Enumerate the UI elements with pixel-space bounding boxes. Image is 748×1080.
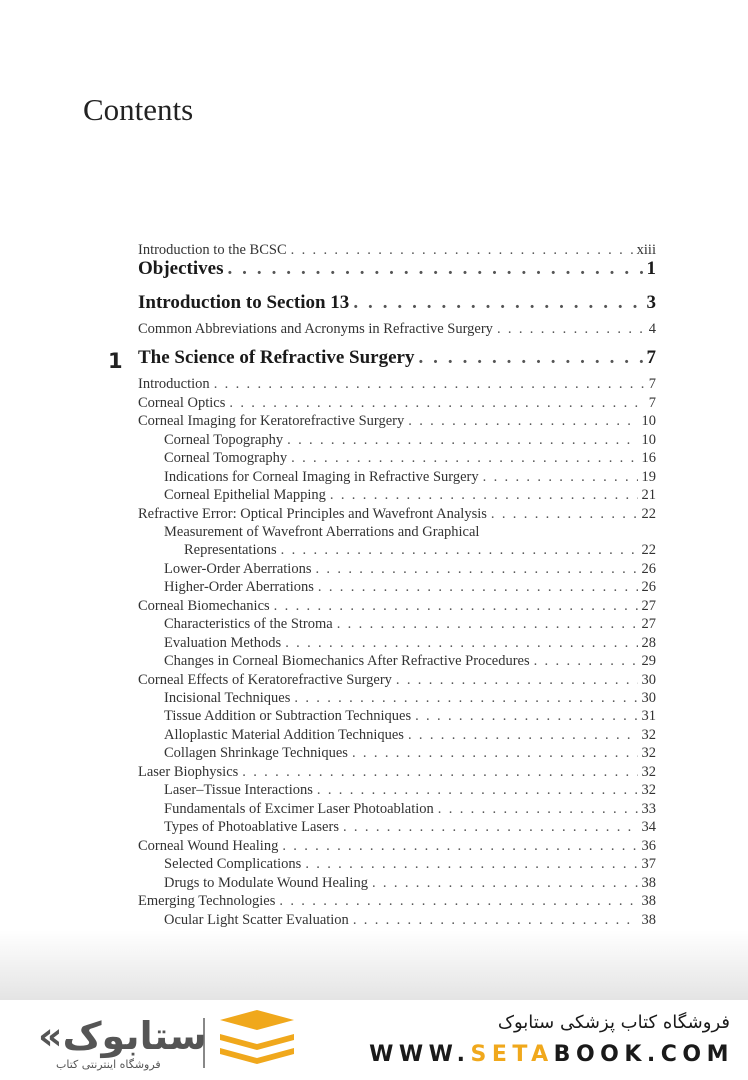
toc-entry[interactable] xyxy=(164,912,656,929)
toc-entry[interactable] xyxy=(164,616,656,633)
toc-leader-dots xyxy=(315,561,637,578)
toc-entry-title: Corneal Tomography xyxy=(164,450,288,466)
toc-entry-title: Alloplastic Material Addition Techniques xyxy=(164,727,404,743)
toc-entry[interactable] xyxy=(164,801,656,818)
toc-entry-page: 7 xyxy=(646,347,656,368)
toc-leader-dots xyxy=(274,598,638,615)
toc-entry-title: Higher-Order Aberrations xyxy=(164,579,314,595)
toc-entry-page: 31 xyxy=(641,708,656,724)
toc-leader-dots xyxy=(352,745,638,762)
toc-entry-page: 30 xyxy=(641,672,656,688)
toc-entry[interactable] xyxy=(138,258,656,280)
toc-entry-title: Ocular Light Scatter Evaluation xyxy=(164,912,349,928)
toc-entry[interactable] xyxy=(138,321,656,338)
toc-entry[interactable] xyxy=(164,432,656,449)
toc-leader-dots xyxy=(483,469,638,486)
toc-leader-dots xyxy=(242,764,637,781)
toc-entry-title: Common Abbreviations and Acronyms in Refractive Surgery xyxy=(138,321,493,337)
toc-entry[interactable] xyxy=(164,819,656,836)
toc-leader-dots xyxy=(415,708,637,725)
toc-leader-dots xyxy=(227,258,642,280)
toc-entry-title: Corneal Biomechanics xyxy=(138,598,270,614)
toc-entry-page: 32 xyxy=(641,764,656,780)
toc-entry-page: 28 xyxy=(641,635,656,651)
toc-entry-title: Laser Biophysics xyxy=(138,764,239,780)
toc-entry-title: Indications for Corneal Imaging in Refractive Surgery xyxy=(164,469,479,485)
toc-entry-page: 32 xyxy=(641,782,656,798)
toc-entry-title: Drugs to Modulate Wound Healing xyxy=(164,875,368,891)
toc-leader-dots xyxy=(438,801,638,818)
toc-entry-title: Collagen Shrinkage Techniques xyxy=(164,745,348,761)
toc-entry[interactable] xyxy=(164,782,656,799)
toc-entry-page: 38 xyxy=(641,912,656,928)
toc-entry[interactable] xyxy=(138,838,656,855)
toc-entry[interactable] xyxy=(138,764,656,781)
toc-entry[interactable] xyxy=(164,561,656,578)
toc-entry-page: 27 xyxy=(641,616,656,632)
toc-leader-dots xyxy=(214,376,645,393)
url-highlight: SETA xyxy=(470,1042,554,1067)
toc-entry-page: 26 xyxy=(641,561,656,577)
toc-entry-title: Characteristics of the Stroma xyxy=(164,616,333,632)
toc-leader-dots xyxy=(408,413,637,430)
toc-leader-dots xyxy=(330,487,638,504)
toc-leader-dots xyxy=(337,616,638,633)
toc-entry-title: Introduction to the BCSC xyxy=(138,242,287,258)
toc-leader-dots xyxy=(287,432,637,449)
toc-entry-title: Measurement of Wavefront Aberrations and Graphical xyxy=(164,524,480,540)
toc-entry[interactable] xyxy=(138,347,656,369)
toc-entry-title: Fundamentals of Excimer Laser Photoablation xyxy=(164,801,434,817)
toc-entry-title: Corneal Wound Healing xyxy=(138,838,279,854)
toc-entry-page: 22 xyxy=(641,542,656,558)
logo-wordmark: «ستابوک xyxy=(38,1014,207,1058)
toc-entry-page: 26 xyxy=(641,579,656,595)
toc-leader-dots xyxy=(372,875,638,892)
toc-entry[interactable] xyxy=(138,413,656,430)
toc-leader-dots xyxy=(491,506,638,523)
toc-entry[interactable] xyxy=(164,745,656,762)
toc-entry-page: 19 xyxy=(641,469,656,485)
toc-entry-page: 30 xyxy=(641,690,656,706)
toc-entry-page: 32 xyxy=(641,745,656,761)
toc-entry[interactable] xyxy=(164,579,656,596)
toc-entry-title: Selected Complications xyxy=(164,856,302,872)
toc-entry-title: Introduction to Section 13 xyxy=(138,292,350,313)
toc-entry-page: 34 xyxy=(641,819,656,835)
toc-entry-title: Laser–Tissue Interactions xyxy=(164,782,313,798)
toc-entry-title: Introduction xyxy=(138,376,210,392)
toc-leader-dots xyxy=(318,579,638,596)
logo-subtext: فروشگاه اینترنتی کتاب xyxy=(56,1058,161,1071)
toc-entry[interactable] xyxy=(138,242,656,259)
toc-entry-title: Incisional Techniques xyxy=(164,690,291,706)
page-title: Contents xyxy=(83,92,194,127)
book-stack-icon xyxy=(212,1010,302,1072)
toc-leader-dots xyxy=(353,292,642,314)
toc-entry-title: Corneal Topography xyxy=(164,432,284,448)
toc-entry[interactable] xyxy=(164,524,656,541)
toc-entry-title: Tissue Addition or Subtraction Techniques xyxy=(164,708,412,724)
toc-entry-page: 1 xyxy=(646,258,656,279)
toc-entry[interactable] xyxy=(138,292,656,314)
toc-leader-dots xyxy=(396,672,638,689)
toc-entry-page: 7 xyxy=(648,395,656,411)
toc-entry-title: Changes in Corneal Biomechanics After Refractive Procedures xyxy=(164,653,530,669)
toc-entry[interactable] xyxy=(184,542,656,559)
website-url[interactable] xyxy=(369,1042,734,1067)
toc-entry-page: 7 xyxy=(648,376,656,392)
toc-leader-dots xyxy=(343,819,638,836)
toc-leader-dots xyxy=(353,912,638,929)
toc-entry[interactable] xyxy=(138,672,656,689)
toc-entry-page: 38 xyxy=(641,875,656,891)
toc-entry-title: Representations xyxy=(184,542,277,558)
toc-leader-dots xyxy=(285,635,637,652)
toc-entry[interactable] xyxy=(164,856,656,873)
toc-entry-title: Corneal Imaging for Keratorefractive Surgery xyxy=(138,413,405,429)
toc-entry-title: Types of Photoablative Lasers xyxy=(164,819,339,835)
toc-entry[interactable] xyxy=(138,376,656,393)
toc-entry-page: 38 xyxy=(641,893,656,909)
toc-leader-dots xyxy=(229,395,644,412)
toc-entry[interactable] xyxy=(138,598,656,615)
toc-entry-page: 27 xyxy=(641,598,656,614)
toc-entry-page: 10 xyxy=(641,432,656,448)
toc-entry[interactable] xyxy=(164,487,656,504)
toc-leader-dots xyxy=(408,727,638,744)
toc-entry[interactable] xyxy=(164,708,656,725)
shop-title: فروشگاه کتاب پزشکی ستابوک xyxy=(497,1012,730,1033)
toc-entry[interactable] xyxy=(164,690,656,707)
toc-entry-page: 10 xyxy=(641,413,656,429)
toc-entry-title: Corneal Effects of Keratorefractive Surgery xyxy=(138,672,392,688)
toc-entry[interactable] xyxy=(138,893,656,910)
toc-leader-dots xyxy=(534,653,638,670)
toc-leader-dots xyxy=(305,856,637,873)
toc-leader-dots xyxy=(279,893,637,910)
toc-entry-title: The Science of Refractive Surgery xyxy=(138,347,415,368)
toc-entry-page: 32 xyxy=(641,727,656,743)
toc-entry-page: 21 xyxy=(641,487,656,503)
toc-entry-title: Objectives xyxy=(138,258,224,279)
toc-entry-page: 22 xyxy=(641,506,656,522)
toc-leader-dots xyxy=(418,347,642,369)
toc-entry[interactable] xyxy=(138,395,656,412)
toc-entry[interactable] xyxy=(164,635,656,652)
toc-leader-dots xyxy=(317,782,638,799)
toc-entry[interactable] xyxy=(138,506,656,523)
toc-leader-dots xyxy=(291,242,633,259)
toc-entry-page: 3 xyxy=(646,292,656,313)
toc-entry-page: 4 xyxy=(648,321,656,337)
toc-entry-page: 29 xyxy=(641,653,656,669)
toc-entry-title: Refractive Error: Optical Principles and Wavefront Analysis xyxy=(138,506,487,522)
chapter-number: 1 xyxy=(108,349,123,373)
toc-entry-page: 33 xyxy=(641,801,656,817)
toc-entry[interactable] xyxy=(164,727,656,744)
setabook-logo xyxy=(36,1010,296,1072)
toc-leader-dots xyxy=(291,450,637,467)
toc-entry-title: Lower-Order Aberrations xyxy=(164,561,312,577)
toc-entry-title: Corneal Epithelial Mapping xyxy=(164,487,326,503)
toc-leader-dots xyxy=(497,321,645,338)
toc-entry-page: 36 xyxy=(641,838,656,854)
page-shadow xyxy=(0,930,748,1000)
toc-entry-title: Emerging Technologies xyxy=(138,893,276,909)
toc-leader-dots xyxy=(281,542,638,559)
toc-entry[interactable] xyxy=(164,653,656,670)
toc-entry-title: Corneal Optics xyxy=(138,395,226,411)
url-suffix: BOOK.COM xyxy=(553,1042,734,1067)
url-prefix: WWW. xyxy=(369,1042,471,1067)
toc-leader-dots xyxy=(282,838,637,855)
toc-entry[interactable] xyxy=(164,469,656,486)
toc-entry-title: Evaluation Methods xyxy=(164,635,282,651)
toc-entry-page: 37 xyxy=(641,856,656,872)
toc-entry[interactable] xyxy=(164,875,656,892)
toc-entry-page: 16 xyxy=(641,450,656,466)
toc-entry[interactable] xyxy=(164,450,656,467)
toc-leader-dots xyxy=(294,690,637,707)
toc-entry-page: xiii xyxy=(636,242,656,258)
